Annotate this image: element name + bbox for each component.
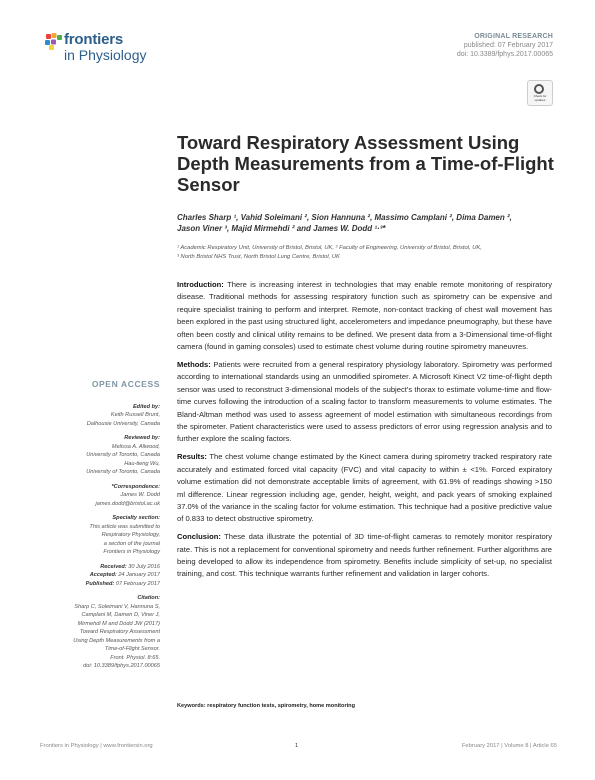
conclusion-text: These data illustrate the potential of 3D time-of-flight cameras to remotely monitor respiratory rate. This is not a replacement for conventional spirometry and needs further refinement. Further algorithms are being developed to allow its independence from spirometry. Benefits include simplicity of set-up, no specialist training, and cost. This technique warrants further refinement and validation in larger cohorts.	[177, 532, 552, 579]
open-access-label: OPEN ACCESS	[91, 379, 160, 389]
article-type: ORIGINAL RESEARCH	[474, 33, 553, 40]
affiliation-2: ³ North Bristol NHS Trust, North Bristol Lung Centre, Bristol, UK	[177, 254, 340, 260]
reviewer-1-affiliation: University of Toronto, Canada	[86, 452, 160, 458]
citation-section	[40, 594, 160, 671]
published-date: published: 07 February 2017	[463, 42, 553, 49]
introduction-text: There is increasing interest in technologies that may enable remote monitoring of respiratory disease. Traditional methods for assessing respiratory function such as spirometry can be expensive and require specialist training to perform and interpret. Remote, non-contact tracking of chest wall movement has been explored in the past using structured light, accelerometers and impedance pneumography, but these have often been costly and clinical utility remains to be defined. We present data from a 3-Dimensional time-of-flight camera (found in gaming consoles) used to estimate chest volume during routine spirometry maneuvres.	[177, 280, 552, 352]
citation-line: Mirmehdi M and Dodd JW (2017)	[77, 620, 160, 627]
journal-brand: frontiers	[64, 31, 124, 48]
conclusion-heading: Conclusion:	[177, 532, 221, 542]
dates-section	[40, 563, 160, 589]
updates-icon	[534, 84, 544, 94]
doi-link[interactable]: doi: 10.3389/fphys.2017.00065	[456, 51, 553, 58]
correspondence-section	[40, 483, 160, 509]
reviewer-1-name[interactable]: Melissa A. Allwood,	[111, 443, 160, 450]
citation-line: Time-of-Flight Sensor.	[104, 646, 160, 652]
results-heading: Results:	[177, 452, 207, 462]
accepted-row	[40, 571, 160, 580]
introduction-heading: Introduction:	[177, 280, 224, 289]
reviewed-by-section	[40, 434, 160, 477]
citation-line: Toward Respiratory Assessment	[79, 629, 160, 635]
affiliations	[177, 244, 562, 262]
published-date-sidebar: 07 February 2017	[115, 580, 160, 587]
received-row	[40, 563, 160, 572]
specialty-line-2: Respiratory Physiology,	[101, 532, 160, 538]
citation-line: Sharp C, Soleimani V, Hannuna S,	[74, 603, 160, 610]
keywords-label: Keywords:	[177, 703, 206, 709]
accepted-date: 24 January 2017	[118, 572, 160, 578]
footer-journal-link[interactable]: Frontiers in Physiology | www.frontiersin.org	[40, 743, 153, 749]
citation-line: Front. Physiol. 8:65.	[110, 654, 160, 661]
correspondence-email[interactable]: james.dodd@bristol.ac.uk	[95, 500, 160, 507]
accepted-label: Accepted:	[89, 572, 117, 578]
article-meta-header	[457, 32, 553, 59]
citation-line: Using Depth Measurements from a	[73, 637, 160, 644]
correspondence-label: *Correspondence:	[111, 483, 160, 490]
journal-logo[interactable]	[45, 31, 175, 71]
footer-issue-info: February 2017 | Volume 8 | Article 65	[461, 743, 557, 749]
specialty-line-1: This article was submitted to	[89, 523, 160, 530]
editor-name[interactable]: Keith Russell Brunt,	[110, 412, 160, 418]
abstract	[177, 279, 552, 586]
citation-line: Camplani M, Damen D, Viner J,	[81, 612, 160, 618]
authors-line-2[interactable]: Jason Viner ³, Majid Mirmehdi ² and James W. Dodd ¹·³*	[177, 224, 386, 233]
check-for-updates-badge[interactable]	[527, 80, 553, 106]
methods-heading: Methods:	[177, 359, 211, 369]
frontiers-logo-icon	[45, 33, 63, 51]
correspondence-name: James W. Dodd	[120, 492, 160, 498]
methods-text: Patients were recruited from a general respiratory physiology laboratory. Spirometry was performed according to international standards using an unmodified spirometer. A Microsoft Kinect V2 time-of-flight depth sensor was used to reconstruct 3-dimensional models of the subject's thorax to estimate volume-time and flow-time curves following the introduction of a scaling factor to transform measurements to volume estimates. The Bland-Altman method was used to assess agreement of model estimation with simultaneous recordings from the spirometer. Patient characteristics were used to assess predictors of error using regression analysis and to further explore the scaling factors.	[177, 359, 552, 444]
specialty-label: Specialty section:	[112, 515, 160, 521]
specialty-section	[40, 514, 160, 557]
received-label: Received:	[100, 563, 127, 570]
journal-name: in Physiology	[64, 47, 147, 63]
citation-label: Citation:	[137, 595, 160, 601]
page-number: 1	[295, 743, 299, 749]
reviewer-2-name[interactable]: Hau-tieng Wu,	[124, 460, 160, 467]
article-title: Toward Respiratory Assessment Using Depth Measurements from a Time-of-Flight Sensor	[177, 132, 554, 195]
results-text: The chest volume change estimated by the Kinect camera during spirometry tracked respiratory rate accurately and estimated forced vital capacity (FVC) and vital capacity to within ± <1%. Forced expiratory volume estimation did not demonstrate acceptable limits of agreement, with 61.9% of readings showing >150 ml difference. Linear regression including age, gender, height, weight, and pack years of smoking explained 37.0% of the variance in the scaling factor for volume estimation. This technique had a positive predictive value of 0.833 to detect obstructive spirometry.	[177, 452, 552, 524]
received-date: 30 July 2016	[128, 563, 160, 570]
editor-affiliation: Dalhousie University, Canada	[86, 420, 160, 427]
affiliation-1: ¹ Academic Respiratory Unit, University of Bristol, Bristol, UK, ² Faculty of Engineering, University of Bristol, Bristol, UK,	[177, 245, 482, 251]
authors-line-1[interactable]: Charles Sharp ¹, Vahid Soleimani ², Sion Hannuna ², Massimo Camplani ², Dima Damen ²,	[177, 213, 512, 222]
abstract-introduction	[177, 279, 552, 353]
abstract-methods	[177, 359, 552, 446]
citation-doi[interactable]: doi: 10.3389/fphys.2017.00065	[83, 663, 160, 669]
keywords-list: respiratory function tests, spirometry, home monitoring	[207, 703, 356, 709]
edited-by-label: Edited by:	[132, 403, 160, 410]
specialty-line-4: Frontiers in Physiology	[103, 549, 160, 555]
edited-by-section	[40, 403, 160, 429]
reviewed-by-label: Reviewed by:	[124, 435, 160, 441]
article-sidebar	[40, 380, 160, 677]
published-label: Published:	[85, 580, 115, 587]
published-row	[40, 580, 160, 589]
abstract-conclusion	[177, 531, 552, 581]
keywords	[177, 703, 557, 709]
reviewer-2-affiliation: University of Toronto, Canada	[86, 469, 160, 475]
author-list	[177, 212, 562, 234]
badge-label: Check for updates	[533, 94, 547, 102]
abstract-results	[177, 451, 552, 525]
specialty-line-3: a section of the journal	[103, 540, 160, 547]
